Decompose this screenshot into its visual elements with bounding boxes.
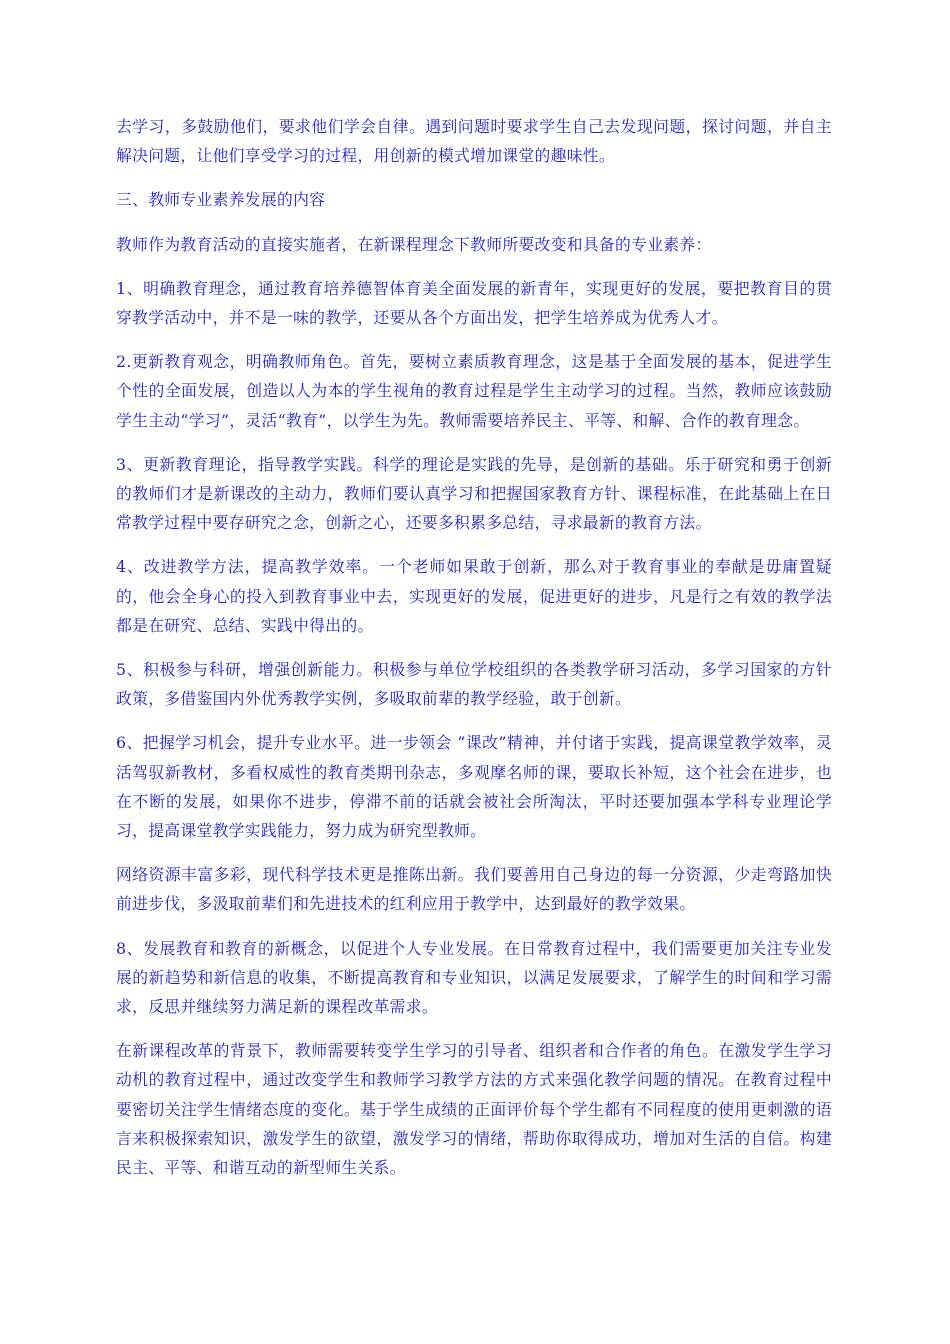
document-body (116, 112, 832, 1197)
paragraph-item-3: 3、更新教育理论，指导教学实践。科学的理论是实践的先导，是创新的基础。乐于研究和勇于创新的教师们才是新课改的主动力，教师们要认真学习和把握国家教育方针、课程标准，在此基础上在日常教学过程中要存研究之念，创新之心，还要多积累多总结，寻求最新的教育方法。 (116, 454, 832, 533)
paragraph-network-resources: 网络资源丰富多彩，现代科学技术更是推陈出新。我们要善用自己身边的每一分资源，少走弯路加快前进步伐，多汲取前辈们和先进技术的红利应用于教学中，达到最好的教学效果。 (116, 865, 832, 914)
paragraph-item-6: 6、把握学习机会，提升专业水平。进一步领会 “课改”精神，并付诸于实践，提高课堂教学效率，灵活驾驭新教材，多看权威性的教育类期刊杂志，多观摩名师的课，要取长补短，这个社会在进步，也在不断的发展，如果你不进步，停滞不前的话就会被社会所淘汰，平时还要加强本学科专业理论学习，提高课堂教学实践能力，努力成为研究型教师。 (116, 733, 832, 841)
paragraph-conclusion: 在新课程改革的背景下，教师需要转变学生学习的引导者、组织者和合作者的角色。在激发学生学习动机的教育过程中，通过改变学生和教师学习教学方法的方式来强化教学问题的情况。在教育过程中要密切关注学生情绪态度的变化。基于学生成绩的正面评价每个学生都有不同程度的使用更刺激的语言来积极探索知识，激发学生的欲望，激发学习的情绪，帮助你取得成功，增加对生活的自信。构建民主、平等、和谐互动的新型师生关系。 (116, 1041, 832, 1178)
paragraph-item-8: 8、发展教育和教育的新概念，以促进个人专业发展。在日常教育过程中，我们需要更加关注专业发展的新趋势和新信息的收集，不断提高教育和专业知识，以满足发展要求，了解学生的时间和学习需求，反思并继续努力满足新的课程改革需求。 (116, 938, 832, 1017)
section-heading: 三、教师专业素养发展的内容 (116, 190, 326, 210)
paragraph-continuation: 去学习，多鼓励他们，要求他们学会自律。遇到问题时要求学生自己去发现问题，探讨问题，并自主解决问题，让他们享受学习的过程，用创新的模式增加课堂的趣味性。 (116, 117, 832, 166)
paragraph-item-5: 5、积极参与科研，增强创新能力。积极参与单位学校组织的各类教学研习活动，多学习国家的方针政策，多借鉴国内外优秀教学实例，多吸取前辈的教学经验，敢于创新。 (116, 660, 832, 709)
paragraph-item-1: 1、明确教育理念，通过教育培养德智体育美全面发展的新青年，实现更好的发展，要把教育目的贯穿教学活动中，并不是一味的教学，还要从各个方面出发，把学生培养成为优秀人才。 (116, 278, 832, 328)
paragraph-item-4: 4、改进教学方法，提高教学效率。一个老师如果敢于创新，那么对于教育事业的奉献是毋庸置疑的，他会全身心的投入到教育事业中去，实现更好的发展，促进更好的进步，凡是行之有效的教学法都是在研究、总结、实践中得出的。 (116, 557, 832, 635)
paragraph-item-2: 2.更新教育观念，明确教师角色。首先，要树立素质教育理念，这是基于全面发展的基本，促进学生个性的全面发展，创造以人为本的学生视角的教育过程是学生主动学习的过程。当然，教师应该鼓励学生主动“学习”，灵活“教育”，以学生为先。教师需要培养民主、平等、和解、合作的教育理念。 (116, 352, 832, 430)
paragraph-intro: 教师作为教育活动的直接实施者，在新课程理念下教师所要改变和具备的专业素养： (116, 234, 712, 254)
